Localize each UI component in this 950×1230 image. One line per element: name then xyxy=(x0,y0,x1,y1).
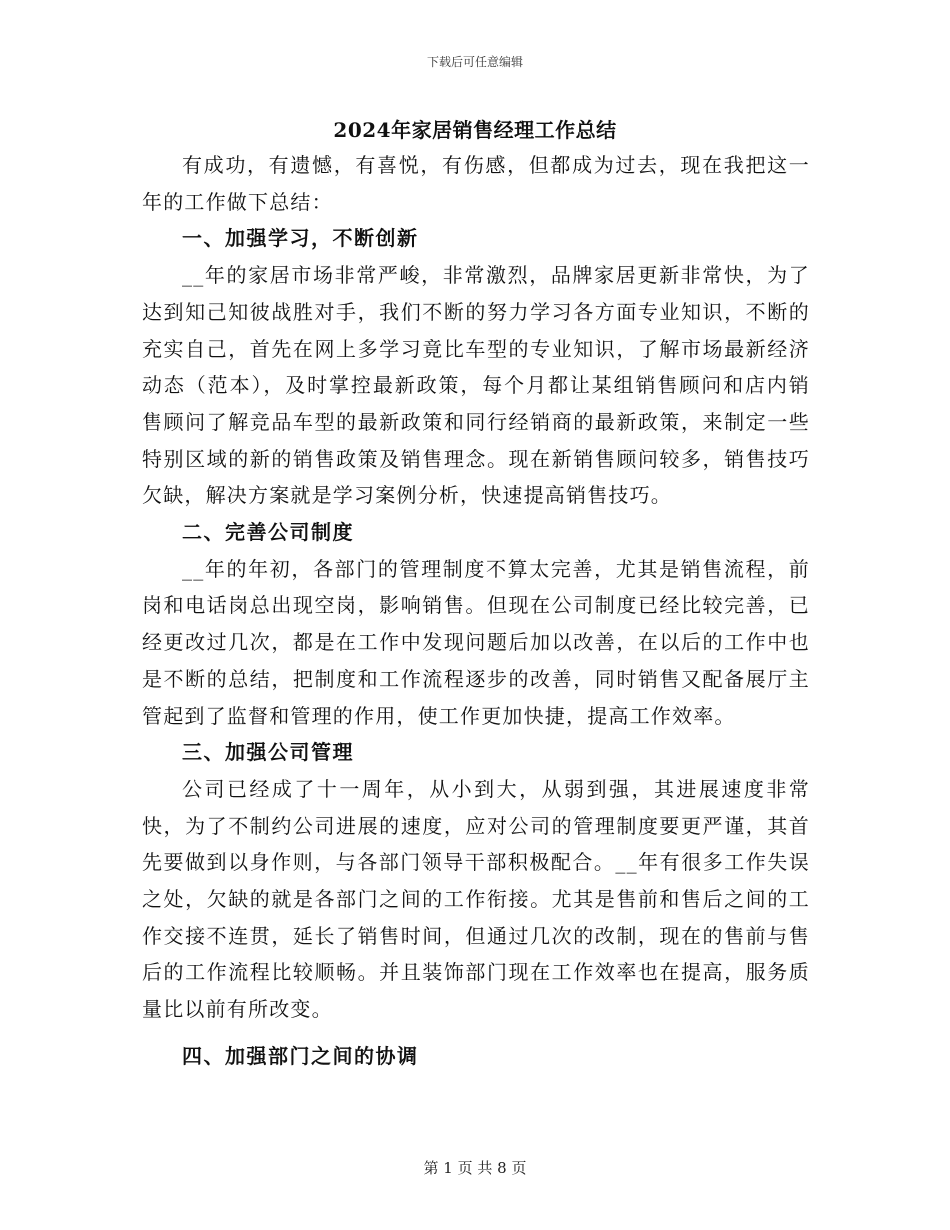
page-number: 第 1 页 共 8 页 xyxy=(423,1159,527,1177)
section-body-1: __年的家居市场非常严峻，非常激烈，品牌家居更新非常快，为了达到知己知彼战胜对手，我们不断的努力学习各方面专业知识，不断的充实自己，首先在网上多学习竟比车型的专业知识，了解市场最新经济动态（范本），及时掌控最新政策，每个月都让某组销售顾问和店内销售顾问了解竞品车型的最新政策和同行经销商的最新政策，来制定一些特别区域的新的销售政策及销售理念。现在新销售顾问较多，销售技巧欠缺，解决方案就是学习案例分析，快速提高销售技巧。 xyxy=(142,263,810,508)
header-note: 下载后可任意编辑 xyxy=(426,55,523,69)
section-heading-1: 一、加强学习，不断创新 xyxy=(182,226,419,251)
section-heading-2: 二、完善公司制度 xyxy=(182,520,354,545)
section-heading-3: 三、加强公司管理 xyxy=(182,740,354,765)
section-heading-4: 四、加强部门之间的协调 xyxy=(182,1043,419,1068)
section-body-2: __年的年初，各部门的管理制度不算太完善，尤其是销售流程，前岗和电话岗总出现空岗，影响销售。但现在公司制度已经比较完善，已经更改过几次，都是在工作中发现问题后加以改善，在以后的工作中也是不断的总结，把制度和工作流程逐步的改善，同时销售又配备展厅主管起到了监督和管理的作用，使工作更加快捷，提高工作效率。 xyxy=(142,556,810,728)
section-body-3: 公司已经成了十一周年，从小到大，从弱到强，其进展速度非常快，为了不制约公司进展的速度，应对公司的管理制度要更严谨，其首先要做到以身作则，与各部门领导干部积极配合。__年有很多工作失误之处，欠缺的就是各部门之间的工作衔接。尤其是售前和售后之间的工作交接不连贯，延长了销售时间，但通过几次的改制，现在的售前与售后的工作流程比较顺畅。并且装饰部门现在工作效率也在提高，服务质量比以前有所改变。 xyxy=(142,776,810,1022)
document-title: 2024年家居销售经理工作总结 xyxy=(333,118,617,142)
intro-paragraph: 有成功，有遗憾，有喜悦，有伤感，但都成为过去，现在我把这一年的工作做下总结： xyxy=(142,153,810,214)
document-body xyxy=(142,147,810,1075)
